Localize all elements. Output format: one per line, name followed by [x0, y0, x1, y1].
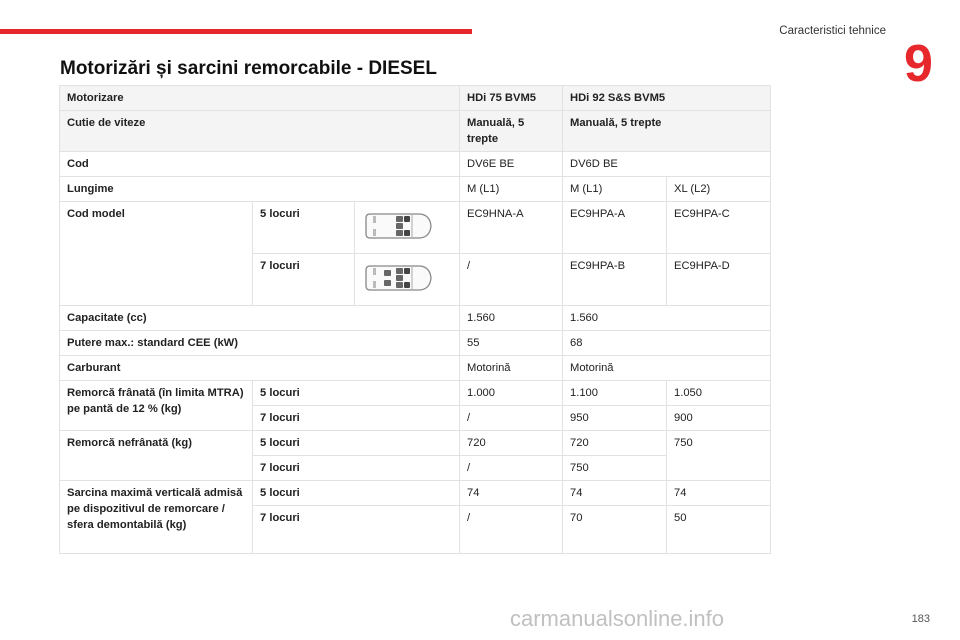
seats-7-label: 7 locuri — [253, 254, 355, 306]
table-row — [60, 202, 771, 254]
vehicle-7-seats-cell — [355, 254, 460, 306]
braked-5-2: 1.100 — [563, 381, 667, 406]
code-2: DV6D BE — [563, 152, 771, 177]
watermark: carmanualsonline.info — [510, 606, 725, 631]
unbraked-7-2: 750 — [563, 456, 667, 481]
code-1: DV6E BE — [460, 152, 563, 177]
capacity-label: Capacitate (cc) — [60, 306, 460, 331]
model-7-seats-3: EC9HPA-D — [667, 254, 771, 306]
unbraked-7-1: / — [460, 456, 563, 481]
page-number: 183 — [911, 613, 930, 625]
unbraked-5-2: 720 — [563, 431, 667, 456]
gearbox-label: Cutie de viteze — [60, 111, 460, 152]
vertical-seats-5-label: 5 locuri — [253, 481, 460, 506]
table-row — [60, 356, 771, 381]
engine-2: HDi 92 S&S BVM5 — [563, 86, 771, 111]
braked-7-2: 950 — [563, 406, 667, 431]
length-3: XL (L2) — [667, 177, 771, 202]
vertical-5-3: 74 — [667, 481, 771, 506]
table-row — [60, 331, 771, 356]
gearbox-1: Manuală, 5 trepte — [460, 111, 563, 152]
table-row — [60, 86, 771, 111]
capacity-2: 1.560 — [563, 306, 771, 331]
vertical-7-2: 70 — [563, 506, 667, 554]
chapter-number: 9 — [904, 35, 933, 93]
table-row — [60, 381, 771, 406]
header-red-bar — [0, 29, 472, 34]
page-title: Motorizări și sarcini remorcabile - DIESEL — [60, 58, 437, 79]
power-label: Putere max.: standard CEE (kW) — [60, 331, 460, 356]
braked-seats-5-label: 5 locuri — [253, 381, 460, 406]
unbraked-label: Remorcă nefrânată (kg) — [60, 431, 253, 481]
power-1: 55 — [460, 331, 563, 356]
table-row — [60, 177, 771, 202]
vertical-5-1: 74 — [460, 481, 563, 506]
vehicle-7-seats-icon — [362, 258, 434, 298]
model-label: Cod model — [60, 202, 253, 306]
table-row — [60, 111, 771, 152]
braked-seats-7-label: 7 locuri — [253, 406, 460, 431]
section-name: Caracteristici tehnice — [779, 25, 886, 37]
specs-table — [59, 85, 771, 554]
vertical-7-3: 50 — [667, 506, 771, 554]
length-label: Lungime — [60, 177, 460, 202]
power-2: 68 — [563, 331, 771, 356]
vertical-7-1: / — [460, 506, 563, 554]
braked-5-3: 1.050 — [667, 381, 771, 406]
table-row — [60, 152, 771, 177]
length-2: M (L1) — [563, 177, 667, 202]
fuel-1: Motorină — [460, 356, 563, 381]
engine-1: HDi 75 BVM5 — [460, 86, 563, 111]
model-7-seats-1: / — [460, 254, 563, 306]
braked-7-3: 900 — [667, 406, 771, 431]
length-1: M (L1) — [460, 177, 563, 202]
model-7-seats-2: EC9HPA-B — [563, 254, 667, 306]
vertical-label: Sarcina maximă verticală admisă pe dispozitivul de remorcare / sfera demontabilă (kg) — [60, 481, 253, 554]
table-row — [60, 306, 771, 331]
fuel-2: Motorină — [563, 356, 771, 381]
braked-7-1: / — [460, 406, 563, 431]
unbraked-5-1: 720 — [460, 431, 563, 456]
braked-label: Remorcă frânată (în limita MTRA) pe pantă de 12 % (kg) — [60, 381, 253, 431]
model-5-seats-3: EC9HPA-C — [667, 202, 771, 254]
code-label: Cod — [60, 152, 460, 177]
table-row — [60, 481, 771, 506]
model-5-seats-1: EC9HNA-A — [460, 202, 563, 254]
seats-5-label: 5 locuri — [253, 202, 355, 254]
unbraked-col-3: 750 — [667, 431, 771, 481]
vertical-seats-7-label: 7 locuri — [253, 506, 460, 554]
table-row — [60, 431, 771, 456]
vertical-5-2: 74 — [563, 481, 667, 506]
engine-label: Motorizare — [60, 86, 460, 111]
vehicle-5-seats-cell — [355, 202, 460, 254]
unbraked-seats-5-label: 5 locuri — [253, 431, 460, 456]
gearbox-2: Manuală, 5 trepte — [563, 111, 771, 152]
vehicle-5-seats-icon — [362, 206, 434, 246]
braked-5-1: 1.000 — [460, 381, 563, 406]
unbraked-seats-7-label: 7 locuri — [253, 456, 460, 481]
fuel-label: Carburant — [60, 356, 460, 381]
model-5-seats-2: EC9HPA-A — [563, 202, 667, 254]
capacity-1: 1.560 — [460, 306, 563, 331]
